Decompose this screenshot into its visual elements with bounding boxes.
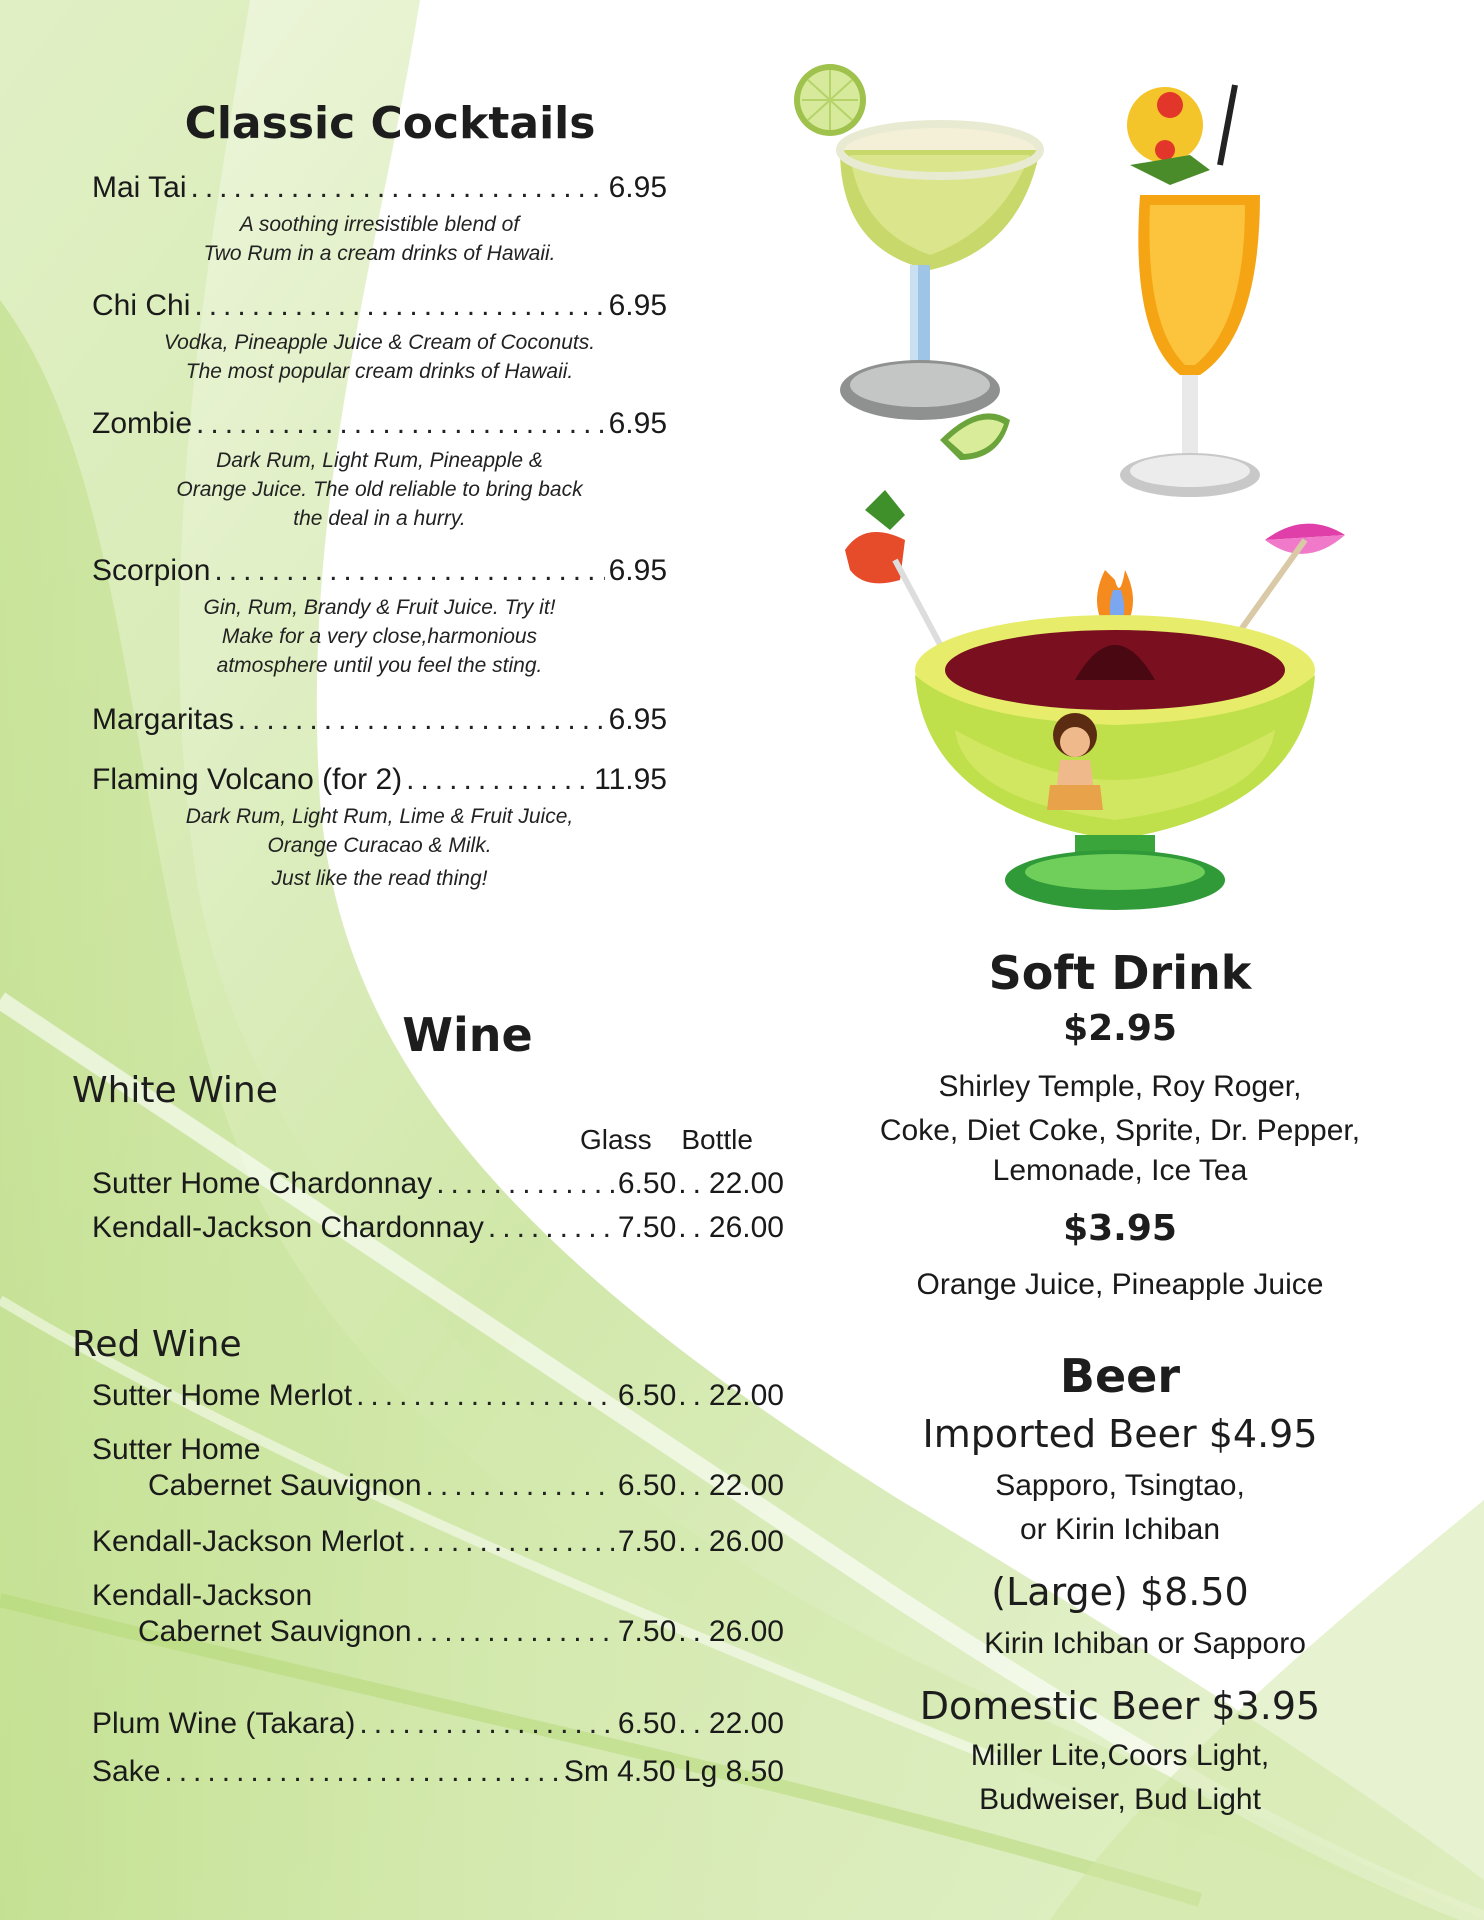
white-wine-list [92, 1166, 784, 1246]
leader-dots [488, 1210, 614, 1246]
item-price: 6.95 [608, 407, 667, 440]
soft-list-2: Orange Juice, Pineapple Juice [916, 1268, 1324, 1301]
cocktail-mai-tai [92, 170, 667, 206]
leader-dots [356, 1378, 614, 1414]
glass-price: 7.50 [617, 1525, 677, 1558]
desc-line: A soothing irresistible blend of [239, 213, 520, 236]
desc-line: Dark Rum, Light Rum, Lime & Fruit Juice, [185, 805, 574, 828]
desc-line: Two Rum in a cream drinks of Hawaii. [203, 242, 556, 265]
leader-dots [416, 1614, 614, 1650]
bottle-price: 22.00 [708, 1167, 784, 1200]
soft-price-1: $2.95 [1063, 1008, 1177, 1049]
glass-price: 7.50 [617, 1211, 677, 1244]
wine-name: Cabernet Sauvignon [148, 1469, 422, 1502]
beer-line: Sapporo, Tsingtao, [995, 1469, 1245, 1502]
item-name: Flaming Volcano (for 2) [92, 763, 403, 796]
wine-title: Wine [402, 1008, 533, 1062]
wine-name: Kendall-Jackson Merlot [92, 1525, 404, 1558]
desc-line: Orange Curacao & Milk. [267, 834, 492, 857]
leader-dots [408, 1524, 614, 1560]
leader-dots [426, 1468, 614, 1504]
soft-line: Lemonade, Ice Tea [992, 1154, 1248, 1187]
bottle-price: 22.00 [708, 1707, 784, 1740]
wine-name: Sutter Home Merlot [92, 1379, 353, 1412]
glass-price: 7.50 [617, 1615, 677, 1648]
large-beer-heading: (Large) $8.50 [991, 1570, 1249, 1614]
item-price: 6.95 [608, 289, 667, 322]
volcano-bowl-illustration [845, 480, 1390, 920]
wine-name: Cabernet Sauvignon [138, 1615, 412, 1648]
bottle-price: 22.00 [708, 1379, 784, 1412]
desc-line: The most popular cream drinks of Hawaii. [185, 360, 574, 383]
desc-line: Make for a very close,harmonious [221, 625, 538, 648]
item-description [92, 446, 667, 533]
desc-line: atmosphere until you feel the sting. [216, 654, 543, 677]
glass-price: 6.50 [617, 1469, 677, 1502]
beer-line: Miller Lite,Coors Light, [970, 1739, 1270, 1772]
desc-line: Orange Juice. The old reliable to bring back [176, 478, 583, 501]
soft-line: Shirley Temple, Roy Roger, [938, 1070, 1302, 1103]
sake-price: Sm 4.50 Lg 8.50 [563, 1755, 784, 1788]
red-wine-heading: Red Wine [72, 1324, 242, 1365]
wine-name: Sake [92, 1755, 161, 1788]
item-name: Scorpion [92, 554, 211, 587]
margarita-illustration [780, 60, 1050, 485]
glass-price: 6.50 [617, 1167, 677, 1200]
soft-price-2: $3.95 [1063, 1208, 1177, 1249]
item-name: Zombie [92, 407, 193, 440]
large-beer-list: Kirin Ichiban or Sapporo [984, 1627, 1306, 1660]
cocktail-scorpion [92, 553, 667, 589]
bottle-price: 22.00 [708, 1469, 784, 1502]
white-wine-heading: White Wine [72, 1070, 278, 1111]
leader-dots [214, 553, 604, 589]
wine-row-plum: Plum Wine (Takara) ..... 6.50 .. 22.00 [92, 1706, 784, 1742]
imported-beer-heading: Imported Beer $4.95 [922, 1412, 1318, 1456]
glass-price: 6.50 [617, 1707, 677, 1740]
beer-section [830, 1348, 1410, 1822]
item-price: 6.95 [608, 703, 667, 736]
wine-name: Plum Wine (Takara) [92, 1707, 356, 1740]
desc-line: Just like the read thing! [271, 867, 488, 890]
leader-dots [196, 406, 605, 442]
item-name: Mai Tai [92, 171, 187, 204]
glass-price: 6.50 [617, 1379, 677, 1412]
wine-name-line: Sutter Home [92, 1433, 261, 1466]
wine-name: Kendall-Jackson Chardonnay [92, 1211, 484, 1244]
bottle-header: Bottle [681, 1124, 753, 1155]
beer-line: Budweiser, Bud Light [979, 1783, 1261, 1816]
leader-dots [436, 1166, 614, 1202]
imported-beer-list [830, 1464, 1410, 1552]
wine-row: Sutter Home Merlot ..... 6.50 .. 22.00 [92, 1378, 784, 1414]
item-name: Margaritas [92, 703, 234, 736]
leader-dots [406, 762, 590, 798]
soft-drink-title: Soft Drink [988, 946, 1252, 1000]
wine-name: Sutter Home Chardonnay [92, 1167, 433, 1200]
item-description [92, 593, 667, 680]
item-description [92, 802, 667, 893]
wine-row-sake [92, 1754, 784, 1790]
domestic-beer-list [830, 1734, 1410, 1822]
bottle-price: 26.00 [708, 1525, 784, 1558]
leader-dots [190, 170, 604, 206]
cocktail-list [92, 170, 667, 893]
item-name: Chi Chi [92, 289, 191, 322]
desc-line: Vodka, Pineapple Juice & Cream of Coconuts. [163, 331, 596, 354]
leader-dots [164, 1754, 559, 1790]
soft-drink-section [830, 945, 1410, 1305]
wine-row: Kendall-Jackson Merlot ..... 7.50 .. 26.00 [92, 1524, 784, 1560]
wine-row: Cabernet Sauvignon ..... 7.50 .. 26.00 [92, 1614, 784, 1650]
beer-line: or Kirin Ichiban [1019, 1513, 1221, 1546]
soft-list-1 [830, 1067, 1410, 1191]
desc-line: Dark Rum, Light Rum, Pineapple & [216, 449, 543, 472]
item-price: 6.95 [608, 554, 667, 587]
domestic-beer-heading: Domestic Beer $3.95 [919, 1684, 1321, 1728]
wine-row: Cabernet Sauvignon ..... 6.50 .. 22.00 [92, 1468, 784, 1504]
cocktail-zombie [92, 406, 667, 442]
hurricane-glass-illustration [1110, 75, 1290, 535]
beer-title: Beer [1059, 1349, 1181, 1403]
cocktails-title: Classic Cocktails [184, 98, 596, 149]
soft-line: Coke, Diet Coke, Sprite, Dr. Pepper, [879, 1114, 1361, 1147]
cocktail-chi-chi [92, 288, 667, 324]
item-description [92, 328, 667, 386]
cocktail-margaritas [92, 702, 667, 738]
bottle-price: 26.00 [708, 1211, 784, 1244]
leader-dots [238, 702, 605, 738]
leader-dots [359, 1706, 613, 1742]
item-price: 6.95 [608, 171, 667, 204]
desc-line: Gin, Rum, Brandy & Fruit Juice. Try it! [203, 596, 556, 619]
glass-header: Glass [580, 1124, 652, 1155]
item-price: 11.95 [594, 763, 667, 796]
red-wine-list [92, 1378, 784, 1790]
item-description [92, 210, 667, 268]
wine-column-headers [580, 1124, 753, 1156]
leader-dots [194, 288, 604, 324]
cocktail-flaming-volcano [92, 762, 667, 798]
desc-line: the deal in a hurry. [293, 507, 466, 530]
wine-row: Kendall-Jackson Chardonnay ..... 7.50 .. 26.00 [92, 1210, 784, 1246]
wine-row: Sutter Home Chardonnay ..... 6.50 .. 22.00 [92, 1166, 784, 1202]
wine-name-line: Kendall-Jackson [92, 1579, 313, 1612]
bottle-price: 26.00 [708, 1615, 784, 1648]
